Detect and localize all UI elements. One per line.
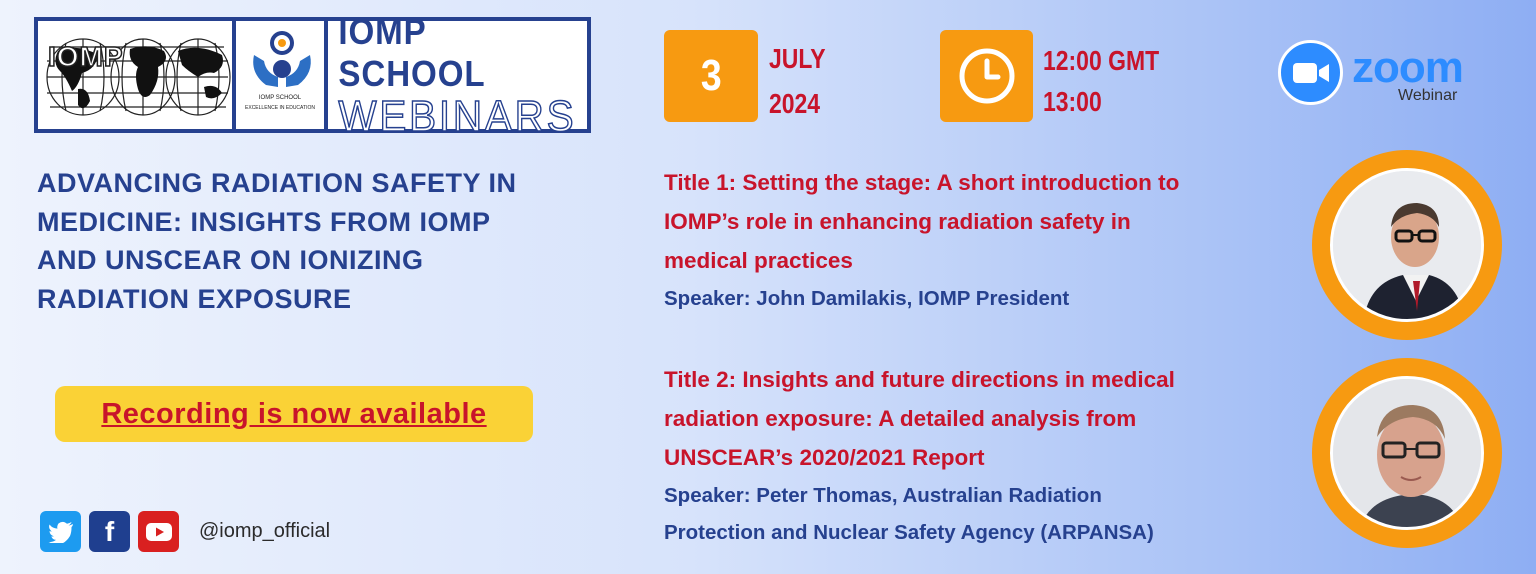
- school-title-line1: IOMP SCHOOL: [338, 11, 486, 94]
- iomp-logo: [38, 21, 236, 129]
- zoom-logo-icon: [1278, 40, 1343, 105]
- event-month-year: [769, 36, 826, 126]
- youtube-icon[interactable]: [138, 511, 179, 552]
- talk-2-speaker-line: Speaker: Peter Thomas, Australian Radiation: [664, 484, 1102, 507]
- talk-2: [664, 360, 1175, 551]
- heading-line: MEDICINE: INSIGHTS FROM IOMP: [37, 206, 491, 237]
- talk-1: [664, 163, 1179, 317]
- iomp-school-webinars-banner: [34, 11, 591, 141]
- talk-1-title-line: medical practices: [664, 248, 853, 273]
- person-icon: [1333, 379, 1484, 530]
- iomp-school-emblem: [236, 21, 328, 129]
- speaker-2-photo: [1330, 376, 1484, 530]
- hands-globe-icon: [236, 21, 328, 93]
- school-webinars-title: [328, 11, 587, 141]
- heading-line: AND UNSCEAR ON IONIZING: [37, 245, 424, 275]
- twitter-icon[interactable]: [40, 511, 81, 552]
- event-time: [1043, 40, 1159, 122]
- school-motto: EXCELLENCE IN EDUCATION: [245, 105, 315, 111]
- social-links: [40, 511, 330, 552]
- time-box: [940, 30, 1033, 122]
- speaker-1-portrait: [1312, 150, 1502, 340]
- clock-icon: [956, 45, 1018, 107]
- heading-line: RADIATION EXPOSURE: [37, 283, 352, 314]
- heading-line: ADVANCING RADIATION SAFETY IN: [37, 168, 517, 198]
- school-caption: IOMP SCHOOL: [258, 95, 302, 101]
- date-day-box: [664, 30, 758, 122]
- world-map-icon: [38, 21, 236, 129]
- person-icon: [1333, 171, 1484, 322]
- event-time-gmt: 12:00 GMT: [1043, 45, 1160, 76]
- event-year: 2024: [769, 88, 821, 119]
- talk-2-title-line: Title 2: Insights and future directions in medical: [664, 367, 1175, 392]
- talk-2-speaker-line: Protection and Nuclear Safety Agency (ARPANSA): [664, 521, 1154, 544]
- event-time-local: 13:00: [1043, 86, 1102, 117]
- talk-1-title-line: Title 1: Setting the stage: A short introduction to: [664, 170, 1180, 195]
- facebook-icon[interactable]: f: [89, 511, 130, 552]
- talk-1-speaker: Speaker: John Damilakis, IOMP President: [664, 287, 1070, 310]
- recording-available-link[interactable]: [55, 386, 533, 442]
- social-handle[interactable]: @iomp_official: [199, 520, 331, 542]
- talk-1-title-line: IOMP’s role in enhancing radiation safety in: [664, 209, 1131, 234]
- talk-2-title-line: UNSCEAR’s 2020/2021 Report: [664, 445, 985, 470]
- speaker-1-photo: [1330, 168, 1484, 322]
- iomp-logo-text: IOMP: [48, 41, 124, 72]
- speaker-2-portrait: [1312, 358, 1502, 548]
- recording-label[interactable]: Recording is now available: [101, 397, 487, 430]
- event-day: 3: [700, 51, 722, 100]
- webinar-heading: [37, 164, 617, 318]
- zoom-wordmark: zoom: [1352, 43, 1463, 92]
- zoom-webinar-label: Webinar: [1398, 87, 1458, 104]
- event-month: JULY: [769, 43, 826, 74]
- school-title-line2: WEBINARS: [338, 92, 577, 141]
- talk-2-title-line: radiation exposure: A detailed analysis from: [664, 406, 1137, 431]
